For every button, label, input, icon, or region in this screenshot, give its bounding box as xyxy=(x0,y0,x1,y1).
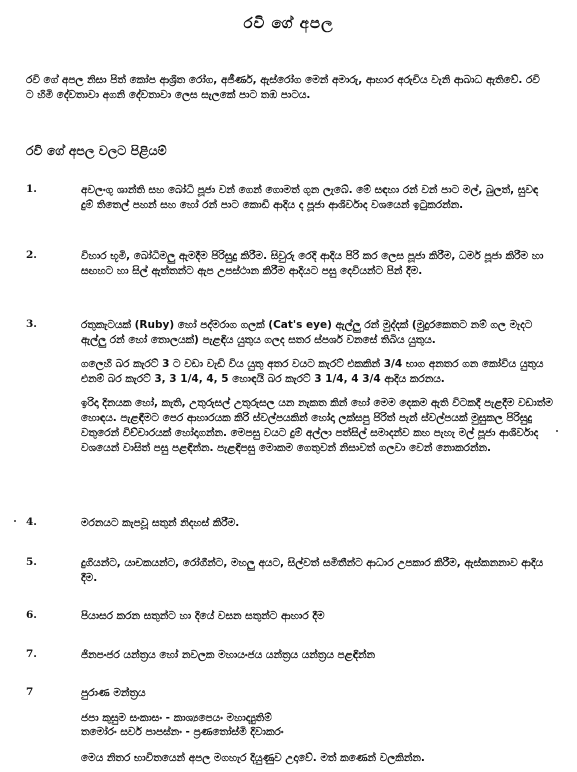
item-paragraph: දුගියන්ට, යාචකයන්ට, රෝගීන්ට, මහලු අයට, සිල්වත් සමිතීන්ට ආධාර උපකාර කිරීම, ඇස්කනනාව ආදිය දීම. xyxy=(81,557,544,584)
item-number: 3. xyxy=(26,318,37,330)
section-heading: රවි ගේ අපල වලට පිළියම් xyxy=(26,143,167,158)
item-number: 5. xyxy=(26,556,37,568)
item-text xyxy=(81,686,553,766)
item-number: 7 xyxy=(26,686,34,698)
item-paragraph: මරනයට කැපවූ සතුන් නිදහස් කිරීම. xyxy=(81,517,240,529)
scan-speck xyxy=(556,430,558,432)
item-paragraph: ජිනපංජර යන්ත්‍රය හෝ නවලක මහායංජය යන්ත්‍රය යන්ත්‍රය පළඳින්න xyxy=(81,649,376,661)
item-text xyxy=(81,609,553,633)
mantra-line: ජපා කුසුම සංකාසං - කාශ්‍යපෙයං මහාද්‍යුතිම් xyxy=(81,712,272,724)
item-paragraph: ඉරිදා දිනයක හෝ, කැති, උතුරුසල් උතුරුසල යන නැකත කින් හෝ මෙම දෙකම ඇති විටකදී පැළදීම වඩාත්ම හොඳය. පැළඳීමට පෙර ආහාරයක කිරි ස්වල්පයකින් හෝදා ලක්සපු පිරිත් පැන් ස්වල්පයක් මුසුකල පිරිසුදු වතුරෙන් විච්චාරයක් හෝදාගන්න. මෙපසු වයට දුම් අල්ලා පත්සිල් සමාදන්ව කහ පැහැ මල් පූජා ආශිර්වාද වශයෙන් වාසිත් පසු පළඳින්න. පැළඳිපසු මොකම ගෙතුවන් නිසාවත් ගලවා වෙන් නොකරන්න. xyxy=(81,397,553,454)
closing-text: මෙය නිතර භාවිතයෙන් අපල මගහැර දියුණුව උදාවේ. මත් කණෙන් වලකින්න. xyxy=(81,752,425,764)
item-number: 1. xyxy=(26,183,37,195)
scan-speck xyxy=(14,520,16,522)
item-paragraph: පියාසර කරන සතුන්ට හා දියේ වසන සතුන්ට ආහාර දීම xyxy=(81,610,325,622)
item-text xyxy=(81,183,553,222)
item-text xyxy=(81,516,553,540)
item-paragraph: විහාර භූමි, බෝධිමලු ඇමදීම පිරිසුදු කිරීම. සිවුරු රෙදි ආදිය පිරි කර ලෙස පූජා කිරීම, ධර්ම පූජා කිරීම හා සඟහට හා සිල් ඇත්තන්ට ඇප උපස්ථාන කිරීම ආදියට පසු දෙවියන්ට පින් දීම. xyxy=(81,250,544,277)
item-paragraph: අවලංගු ශාන්ති සහ බෝධි පූජා වන් ගෙන් ගොමත් ගුන ලැබේ. මේ සඳහා රන් වන් පාට මල්, බුලත්, සුවඳ දුම් තිතෙල් පහන් සහ හෝ රන් පාට කොඩි ආදිය ද පූජා ආශිර්වාද වශයෙන් ඉටුකරන්න. xyxy=(81,184,539,211)
item-text xyxy=(81,556,553,595)
item-text xyxy=(81,318,553,465)
mantra-line: තමෝරං සර්ව පාපඝ්නං - ප්‍රණතෝස්මි දිවාකරං xyxy=(81,726,284,738)
item-paragraph: රතුකැටයක් (Ruby) හෝ පද්මරාග ගලක් (Cat's eye) ඇල්ලු රන් මුද්දක් (මුදුරකෙතට නම් ගල මැදට ඇල්ලු රන් හෝ තොලයක්) පැළඳිය යුතුය ගලද සතර ස්පර්ශ වනසේ තිබිය යුතුය. xyxy=(81,319,533,346)
item-paragraph: ගලෙහි බර කැරට් 3 ට වඩා වැඩි විය යුතු අතර වයට කැරට් එකකින් 3/4 භාග අනතර ගන කෝවිය යුතුය එනම් බර කැරට් 3, 3 1/4, 4, 5 හොඳයි බර කැරට් 3 1/4, 4 3/4 ආදිය කරනය. xyxy=(81,358,544,385)
item-number: 6. xyxy=(26,609,37,621)
item-text xyxy=(81,648,553,672)
intro-paragraph: රවි ගේ අපල නිසා පිත් කෝප ආශ්‍රිත රෝග, අජීර්ණ, ඇස්රෝග මෙන් අමාරු, ආහාර අරුචිය වැනි ආබාධ ඇතිවේ. රවි ට හිමි දේවතාවා අගනි දේවතාවා ලෙස සැලකේ පාට තඹ පාටය. xyxy=(26,74,540,101)
mantra-heading: පුරාණ මන්ත්‍රය xyxy=(81,687,146,699)
item-number: 2. xyxy=(26,249,37,261)
item-number: 4. xyxy=(26,516,37,528)
item-text xyxy=(81,249,553,288)
item-number: 7. xyxy=(26,648,37,660)
page-title: රවි ගේ අපල xyxy=(243,14,334,32)
